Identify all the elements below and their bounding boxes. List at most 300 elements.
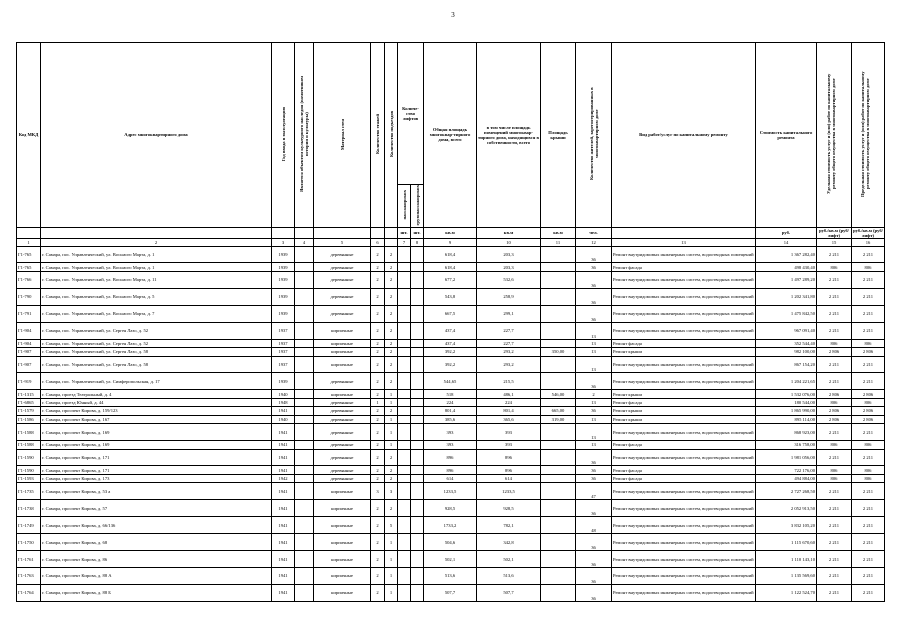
cell-area-owned: 342,8 [477,534,541,551]
cell-entrances: 1 [385,584,398,601]
cell-material: деревянные [314,466,371,474]
cell-code: Г1-766 [17,271,41,288]
cell-code: Г1-1579 [17,407,41,415]
cell-work: Ремонт крыши [612,390,756,398]
cell-heritage [295,474,314,482]
cell-max-cost: 2 211 [852,271,885,288]
cell-area-total: 896 [424,466,477,474]
cell-code: Г1-1749 [17,517,41,534]
cell-material: кирпичные [314,584,371,601]
cell-lifts-cargo [411,373,424,390]
cell-entrances: 2 [385,407,398,415]
header-area-owned: в том числе площадь помещений многоквар-тирного дома, находящихся в собственности, всего [477,43,541,228]
cell-year: 1937 [272,322,295,339]
cell-max-cost: 2 211 [852,449,885,466]
cell-cost: 982 100,00 [756,348,817,356]
cell-address: г. Самара, пос. Управленческий, ул. Сергея Лазо, д. 58 [41,348,272,356]
cell-max-cost: 2 211 [852,567,885,584]
cell-cost: 3 832 105,20 [756,517,817,534]
column-number [385,238,398,246]
cell-heritage [295,534,314,551]
cell-residents: 36 [576,449,612,466]
cell-address: г. Самара, проспект Кирова, д. 57 [41,500,272,517]
cell-material: кирпичные [314,390,371,398]
column-number: 5 [314,238,371,246]
cell-area-owned: 532,6 [477,271,541,288]
cell-residents: 13 [576,424,612,441]
cell-entrances: 1 [385,398,398,406]
cell-address: г. Самара, проспект Кирова, д. 88 Б [41,584,272,601]
cell-cost: 895 114,00 [756,415,817,423]
cell-year: 1939 [272,263,295,271]
table-row [17,390,885,398]
cell-max-cost: 806 [852,441,885,449]
cell-cost: 868 923,00 [756,424,817,441]
table-row [17,348,885,356]
header-material: Материал стен [314,43,371,228]
table-row [17,551,885,568]
cell-heritage [295,500,314,517]
table-row [17,449,885,466]
cell-area-owned: 502,1 [477,551,541,568]
cell-year: 1948 [272,398,295,406]
cell-entrances: 2 [385,348,398,356]
cell-cost: 1 532 076,00 [756,390,817,398]
header-area-total: Общая площадь многоквар-тирного дома, всего [424,43,477,228]
cell-heritage [295,348,314,356]
cell-roof [541,534,576,551]
table-row [17,373,885,390]
cell-roof [541,567,576,584]
cell-code: Г1-6865 [17,398,41,406]
cell-work: Ремонт фасада [612,441,756,449]
cell-heritage [295,373,314,390]
header-address: Адрес многоквартирного дома [41,43,272,228]
cell-area-total: 224 [424,398,477,406]
cell-heritage [295,322,314,339]
unit-residents: чел. [576,227,612,238]
cell-heritage [295,415,314,423]
table-row [17,483,885,500]
cell-cost: 2 727 268,50 [756,483,817,500]
cell-lifts-pass [398,449,411,466]
cell-lifts-cargo [411,567,424,584]
cell-residents: 36 [576,263,612,271]
cell-entrances: 1 [385,390,398,398]
header-code: Код МКД [17,43,41,228]
column-number: 13 [612,238,756,246]
cell-material: кирпичные [314,348,371,356]
cell-floors: 2 [371,567,385,584]
cell-lifts-cargo [411,424,424,441]
cell-lifts-pass [398,500,411,517]
cell-lifts-cargo [411,305,424,322]
capital-repair-table [16,42,885,602]
cell-entrances: 1 [385,415,398,423]
column-number: 1 [17,238,41,246]
cell-area-total: 1733,2 [424,517,477,534]
cell-heritage [295,449,314,466]
table-row [17,398,885,406]
cell-address: г. Самара, проезд Театральный, д. 4 [41,390,272,398]
cell-roof [541,398,576,406]
cell-floors: 2 [371,390,385,398]
cell-material: деревянные [314,415,371,423]
cell-area-total: 507,7 [424,584,477,601]
cell-address: г. Самара, проспект Кирова, д. 68 [41,534,272,551]
cell-cost: 180 544,00 [756,398,817,406]
cell-lifts-pass [398,441,411,449]
cell-unit-cost: 806 [817,339,852,347]
cell-floors: 2 [371,356,385,373]
cell-unit-cost: 2 806 [817,348,852,356]
cell-lifts-cargo [411,449,424,466]
cell-work: Ремонт фасада [612,474,756,482]
cell-code: Г1-1588 [17,441,41,449]
cell-max-cost: 2 211 [852,551,885,568]
cell-lifts-pass [398,483,411,500]
cell-lifts-pass [398,534,411,551]
cell-floors: 2 [371,415,385,423]
cell-material: деревянные [314,288,371,305]
cell-material: кирпичные [314,551,371,568]
cell-area-total: 437,4 [424,322,477,339]
cell-code: Г1-1735 [17,483,41,500]
cell-lifts-cargo [411,466,424,474]
cell-lifts-cargo [411,483,424,500]
cell-residents: 13 [576,398,612,406]
cell-lifts-pass [398,415,411,423]
cell-residents: 13 [576,415,612,423]
cell-material: деревянные [314,474,371,482]
cell-year: 1941 [272,551,295,568]
cell-cost: 1 202 341,80 [756,288,817,305]
cell-material: деревянные [314,441,371,449]
cell-unit-cost: 2 211 [817,500,852,517]
cell-floors: 2 [371,517,385,534]
cell-address: г. Самара, проспект Кирова, д. 169 [41,441,272,449]
cell-residents: 36 [576,271,612,288]
cell-area-owned: 1233,5 [477,483,541,500]
cell-year: 1939 [272,271,295,288]
cell-heritage [295,551,314,568]
cell-lifts-cargo [411,551,424,568]
cell-floors: 2 [371,271,385,288]
cell-lifts-pass [398,466,411,474]
cell-lifts-pass [398,398,411,406]
cell-lifts-cargo [411,339,424,347]
unit-roof: кв.м [541,227,576,238]
cell-cost: 498 430,40 [756,263,817,271]
table-row [17,517,885,534]
unit-max-cost: руб./кв.м (руб/лифт) [853,227,883,238]
unit-unit-cost: руб./кв.м (руб/лифт) [817,227,852,238]
cell-work: Ремонт внутридомовых инженерных систем, водоотводных помещений [612,288,756,305]
cell-material: кирпичные [314,483,371,500]
column-number: 12 [576,238,612,246]
cell-area-owned: 614 [477,474,541,482]
cell-floors: 2 [371,348,385,356]
cell-unit-cost: 806 [817,441,852,449]
table-row [17,534,885,551]
cell-address: г. Самара, пос. Управленческий, ул. Сергея Лазо, д. 52 [41,322,272,339]
cell-work: Ремонт внутридомовых инженерных систем, водоотводных помещений [612,356,756,373]
cell-residents: 13 [576,322,612,339]
cell-area-owned: 896 [477,466,541,474]
cell-area-owned: 928,5 [477,500,541,517]
cell-area-total: 614 [424,474,477,482]
cell-lifts-cargo [411,398,424,406]
cell-floors: 2 [371,474,385,482]
cell-max-cost: 2 211 [852,517,885,534]
header-floors: Количество этажей [371,43,385,228]
cell-lifts-pass [398,390,411,398]
cell-work: Ремонт фасада [612,398,756,406]
cell-heritage [295,517,314,534]
header-unit-cost: Удельная стоимость услуг и (или) работ по капитальному ремонту общего имущества в многоквартирном доме [817,43,852,228]
cell-max-cost: 2 806 [852,390,885,398]
cell-material: деревянные [314,246,371,263]
column-number: 7 [398,238,411,246]
column-numbers-row [17,238,885,246]
cell-residents: 13 [576,348,612,356]
cell-address: г. Самара, пос. Управленческий, ул. Восьмого Марта, д. 1 [41,263,272,271]
units-row [17,227,885,238]
cell-lifts-cargo [411,584,424,601]
column-number: 6 [371,238,385,246]
column-number: 14 [756,238,817,246]
cell-area-total: 543,8 [424,288,477,305]
cell-code: Г1-904 [17,322,41,339]
cell-address: г. Самара, пос. Управленческий, ул. Восьмого Марта, д. 5 [41,288,272,305]
cell-material: кирпичные [314,567,371,584]
cell-address: г. Самара, проспект Кирова, д. 171 [41,449,272,466]
cell-floors: 2 [371,373,385,390]
cell-work: Ремонт внутридомовых инженерных систем, водоотводных помещений [612,534,756,551]
cell-material: деревянные [314,449,371,466]
page-number: 3 [451,11,455,19]
table-body [17,246,885,601]
cell-roof [541,288,576,305]
cell-area-owned: 896 [477,449,541,466]
cell-year: 1941 [272,584,295,601]
cell-roof [541,466,576,474]
cell-roof [541,373,576,390]
cell-heritage [295,466,314,474]
cell-unit-cost: 2 211 [817,305,852,322]
cell-code: Г1-1761 [17,551,41,568]
cell-code: Г1-1586 [17,415,41,423]
cell-heritage [295,584,314,601]
cell-year: 1941 [272,517,295,534]
cell-lifts-cargo [411,263,424,271]
cell-material: деревянные [314,398,371,406]
cell-lifts-pass [398,567,411,584]
cell-work: Ремонт внутридомовых инженерных систем, водоотводных помещений [612,567,756,584]
cell-lifts-pass [398,551,411,568]
cell-entrances: 2 [385,263,398,271]
cell-unit-cost: 806 [817,466,852,474]
cell-lifts-pass [398,246,411,263]
cell-material: деревянные [314,305,371,322]
cell-floors: 2 [371,322,385,339]
cell-unit-cost: 2 211 [817,356,852,373]
cell-code: Г1-904 [17,339,41,347]
cell-residents: 48 [576,517,612,534]
cell-work: Ремонт внутридомовых инженерных систем, водоотводных помещений [612,373,756,390]
table-row [17,474,885,482]
cell-area-total: 504,6 [424,534,477,551]
cell-entrances: 2 [385,373,398,390]
cell-entrances: 3 [385,483,398,500]
cell-entrances: 2 [385,305,398,322]
cell-area-total: 896 [424,449,477,466]
cell-heritage [295,390,314,398]
cell-lifts-cargo [411,288,424,305]
cell-floors: 1 [371,398,385,406]
cell-lifts-pass [398,584,411,601]
cell-unit-cost: 2 211 [817,449,852,466]
cell-roof [541,424,576,441]
cell-code: Г1-1763 [17,567,41,584]
cell-address: г. Самара, проспект Кирова, д. 88 А [41,567,272,584]
cell-area-total: 393 [424,424,477,441]
cell-year: 1941 [272,441,295,449]
cell-code: Г1-1750 [17,534,41,551]
cell-residents: 36 [576,500,612,517]
cell-area-owned: 513,6 [477,567,541,584]
cell-address: г. Самара, пос. Управленческий, ул. Восьмого Марта, д. 7 [41,305,272,322]
cell-max-cost: 806 [852,474,885,482]
cell-floors: 2 [371,246,385,263]
cell-heritage [295,407,314,415]
cell-area-total: 801,4 [424,407,477,415]
cell-cost: 316 758,00 [756,441,817,449]
cell-area-total: 618,4 [424,246,477,263]
cell-lifts-pass [398,373,411,390]
cell-residents: 36 [576,551,612,568]
cell-residents: 36 [576,373,612,390]
header-cost: Стоимость капитального ремонта [756,43,817,228]
cell-material: кирпичные [314,534,371,551]
cell-year: 1941 [272,449,295,466]
cell-entrances: 2 [385,356,398,373]
cell-area-owned: 224 [477,398,541,406]
cell-heritage [295,441,314,449]
cell-cost: 494 884,00 [756,474,817,482]
cell-code: Г1-919 [17,373,41,390]
cell-address: г. Самара, пос. Управленческий, ул. Восьмого Марта, д. 1 [41,246,272,263]
cell-area-owned: 293,2 [477,356,541,373]
cell-material: деревянные [314,424,371,441]
cell-entrances: 2 [385,500,398,517]
cell-work: Ремонт фасада [612,466,756,474]
cell-heritage [295,263,314,271]
cell-cost: 2 052 913,50 [756,500,817,517]
cell-residents: 13 [576,339,612,347]
cell-heritage [295,246,314,263]
cell-area-owned: 801,4 [477,407,541,415]
cell-floors: 2 [371,500,385,517]
table-row [17,305,885,322]
cell-material: деревянные [314,263,371,271]
cell-address: г. Самара, проспект Кирова, д. 66/136 [41,517,272,534]
cell-lifts-cargo [411,246,424,263]
column-number: 8 [411,238,424,246]
cell-floors: 2 [371,339,385,347]
column-number: 16 [852,238,885,246]
cell-code: Г1-790 [17,288,41,305]
cell-max-cost: 2 211 [852,373,885,390]
cell-roof [541,584,576,601]
cell-max-cost: 2 211 [852,424,885,441]
cell-entrances: 1 [385,424,398,441]
cell-unit-cost: 2 806 [817,415,852,423]
cell-cost: 1 367 282,40 [756,246,817,263]
cell-residents: 36 [576,466,612,474]
table-row [17,466,885,474]
cell-code: Г1-791 [17,305,41,322]
table-row [17,407,885,415]
cell-address: г. Самара, проспект Кирова, д. 86 [41,551,272,568]
cell-unit-cost: 2 211 [817,373,852,390]
cell-material: кирпичные [314,356,371,373]
cell-floors: 2 [371,288,385,305]
cell-year: 1937 [272,356,295,373]
cell-residents: 36 [576,567,612,584]
cell-area-total: 392,2 [424,356,477,373]
cell-address: г. Самара, пос. Управленческий, ул. Восьмого Марта, д. 11 [41,271,272,288]
cell-area-total: 385,6 [424,415,477,423]
cell-year: 1939 [272,305,295,322]
cell-area-total: 393 [424,441,477,449]
cell-year: 1942 [272,474,295,482]
cell-heritage [295,424,314,441]
cell-work: Ремонт внутридомовых инженерных систем, водоотводных помещений [612,483,756,500]
cell-floors: 2 [371,263,385,271]
cell-entrances: 5 [385,517,398,534]
cell-floors: 2 [371,441,385,449]
cell-cost: 1 115 670,60 [756,534,817,551]
cell-material: кирпичные [314,517,371,534]
cell-address: г. Самара, пос. Управленческий, ул. Сергея Лазо, д. 58 [41,356,272,373]
table-row [17,415,885,423]
cell-cost: 1 122 524,70 [756,584,817,601]
cell-lifts-cargo [411,517,424,534]
cell-work: Ремонт внутридомовых инженерных систем, водоотводных помещений [612,246,756,263]
cell-address: г. Самара, пос. Управленческий, ул. Сергея Лазо, д. 52 [41,339,272,347]
cell-lifts-pass [398,271,411,288]
cell-max-cost: 2 211 [852,534,885,551]
cell-heritage [295,288,314,305]
cell-lifts-cargo [411,322,424,339]
cell-roof [541,246,576,263]
cell-area-owned: 215,5 [477,373,541,390]
cell-lifts-cargo [411,407,424,415]
cell-area-owned: 227,7 [477,322,541,339]
cell-code: Г1-1315 [17,390,41,398]
cell-unit-cost: 806 [817,263,852,271]
cell-roof [541,305,576,322]
cell-residents: 13 [576,356,612,373]
cell-lifts-pass [398,339,411,347]
cell-work: Ремонт фасада [612,339,756,347]
cell-lifts-pass [398,348,411,356]
cell-floors: 2 [371,551,385,568]
cell-max-cost: 806 [852,398,885,406]
cell-area-owned: 299,1 [477,305,541,322]
column-number: 10 [477,238,541,246]
